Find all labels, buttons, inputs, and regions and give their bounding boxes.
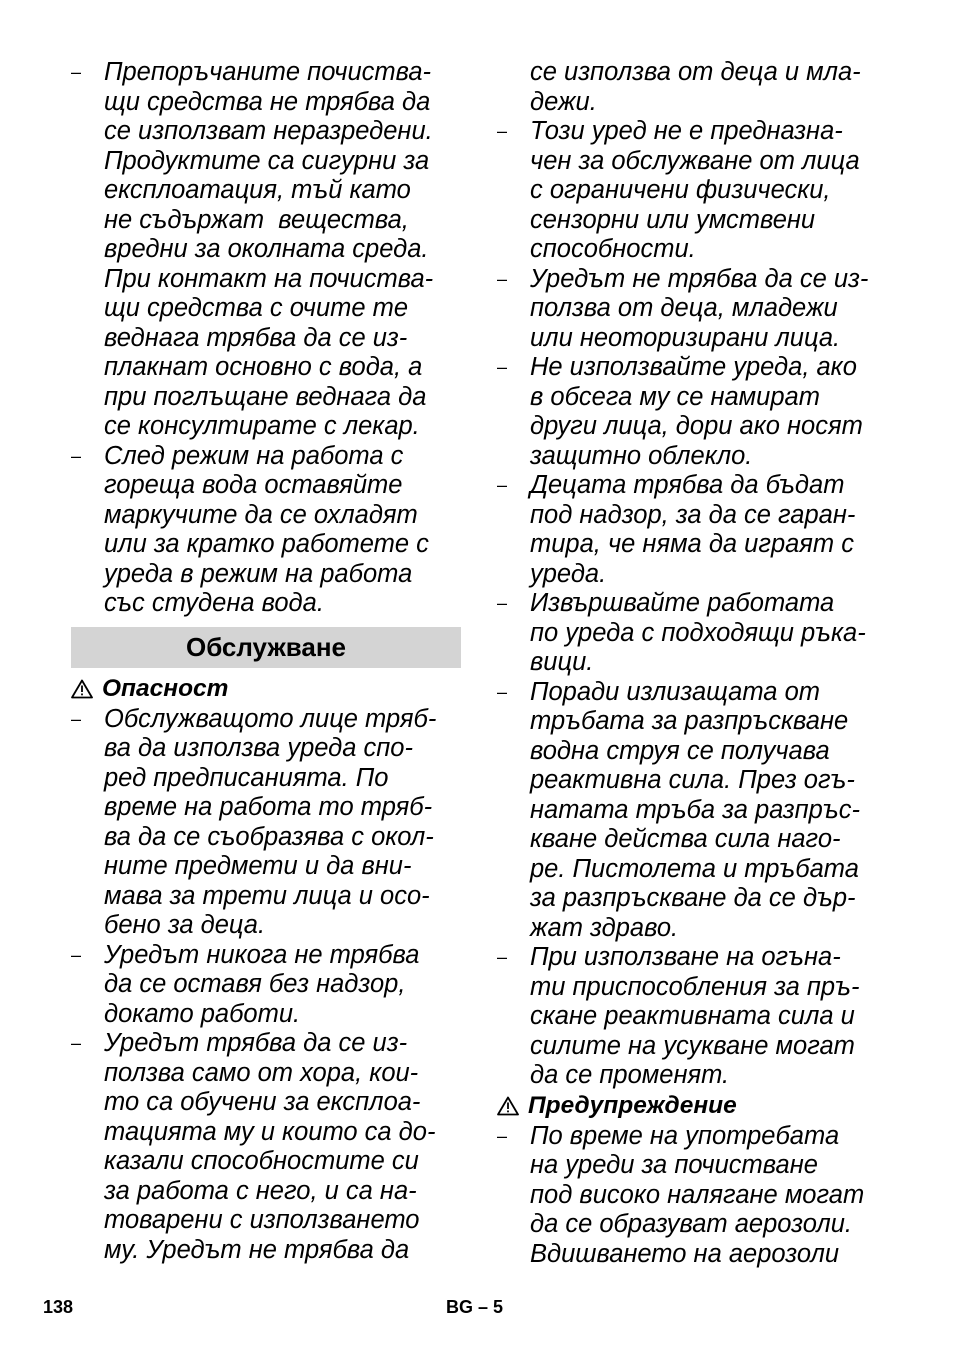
list-item: [71, 705, 461, 941]
warning-heading-text: Предупреждение: [528, 1092, 737, 1119]
dash-bullet: –: [497, 947, 508, 967]
section-title: Обслужване: [185, 631, 347, 662]
list-item: [497, 589, 897, 678]
dash-bullet: –: [497, 268, 508, 289]
left-items-bottom: [71, 705, 461, 1266]
list-item-text: Уредът трябва да се из- ползва само от хора, кои- то са обучени за експлоа- тацията му и които са до- казали способностите си за работа с него, и са на- товарени с използването му. Уредът не трябва да: [104, 1029, 436, 1264]
page-number: 138: [43, 1297, 74, 1317]
list-item: [71, 941, 461, 1030]
danger-heading: [71, 674, 461, 705]
right-items: [497, 117, 897, 1091]
warning-heading: [497, 1091, 897, 1122]
list-item-text: Този уред не е предназна- чен за обслужване от лица с ограничени физически, сензорни или умствени способности.: [530, 117, 860, 263]
list-item: [497, 265, 897, 354]
list-item-text: Уредът не трябва да се из- ползва от деца, младежи или неоторизирани лица.: [530, 264, 869, 352]
list-item: [497, 678, 897, 944]
dash-bullet: –: [71, 708, 82, 729]
continuation-text-lines: се използва от деца и мла- дежи.: [530, 58, 861, 116]
dash-bullet: –: [497, 357, 508, 377]
list-item-text: Обслужващото лице тряб- ва да използва уреда спо- ред предписанията. По време на работа то тряб- ва да се съобразява с окол- ните предмети и да вни- мава за трети лица и осо- бено за деца.: [104, 704, 437, 939]
section-header-bar: [71, 627, 461, 668]
continuation-text: [497, 58, 897, 117]
right-items-after-warning: [497, 1122, 897, 1270]
dash-bullet: –: [497, 475, 508, 495]
list-item-text: Децата трябва да бъдат под надзор, за да се гаран- тира, че няма да играят с уреда.: [530, 471, 856, 588]
dash-bullet: –: [71, 445, 82, 466]
list-item: [497, 471, 897, 589]
left-items-top: [71, 58, 461, 619]
dash-bullet: –: [497, 1125, 508, 1146]
page-label: BG – 5: [446, 1297, 504, 1317]
dash-bullet: –: [497, 593, 508, 613]
list-item-text: По време на употребата на уреди за почистване под високо налягане могат да се образуват аерозоли. Вдишването на аерозоли: [530, 1121, 865, 1268]
list-item: [71, 58, 461, 442]
list-item-text: Поради излизащата от тръбата за разпръскване водна струя се получава реактивна сила. През огъ- натата тръба за разпръс- кване действа сила наго- ре. Пистолета и тръбата за разпръскване да се дър- жат здраво.: [530, 677, 860, 942]
list-item: [497, 943, 897, 1091]
left-column: [71, 58, 461, 1265]
list-item-text: Не използвайте уреда, ако в обсега му се намират други лица, дори ако носят защитно облекло.: [530, 353, 863, 470]
dash-bullet: –: [497, 681, 508, 702]
dash-bullet: –: [71, 62, 82, 82]
list-item: [71, 442, 461, 619]
list-item: [497, 117, 897, 265]
list-item: [71, 1029, 461, 1265]
dash-bullet: –: [71, 944, 82, 965]
list-item: [497, 353, 897, 471]
warning-triangle-icon: [497, 1096, 519, 1116]
danger-heading-text: Опасност: [102, 675, 229, 702]
list-item-text: Препоръчаните почиства- щи средства не трябва да се използват неразредени. Продуктите са сигурни за експлоатация, тъй като не съдържат вещества, вредни за околната среда. При контакт на почиства- щи средства с очите те веднага трябва да се из- плакнат основно с вода, а при поглъщане веднага да се консултирате с лекар.: [104, 58, 434, 440]
list-item-text: След режим на работа с гореща вода оставяйте маркучите да се охладят или за кратко работете с уреда в режим на работа със студена вода.: [104, 441, 429, 617]
dash-bullet: –: [497, 121, 508, 141]
list-item-text: Извършвайте работата по уреда с подходящи ръка- вици.: [530, 589, 866, 676]
right-column: [497, 58, 897, 1269]
dash-bullet: –: [71, 1033, 82, 1053]
warning-triangle-icon: [71, 679, 93, 699]
list-item-text: Уредът никога не трябва да се оставя без надзор, докато работи.: [104, 940, 420, 1028]
list-item-text: При използване на огъна- ти приспособления за пръ- скане реактивната сила и силите на усукване могат да се променят.: [530, 943, 860, 1089]
list-item: [497, 1122, 897, 1270]
